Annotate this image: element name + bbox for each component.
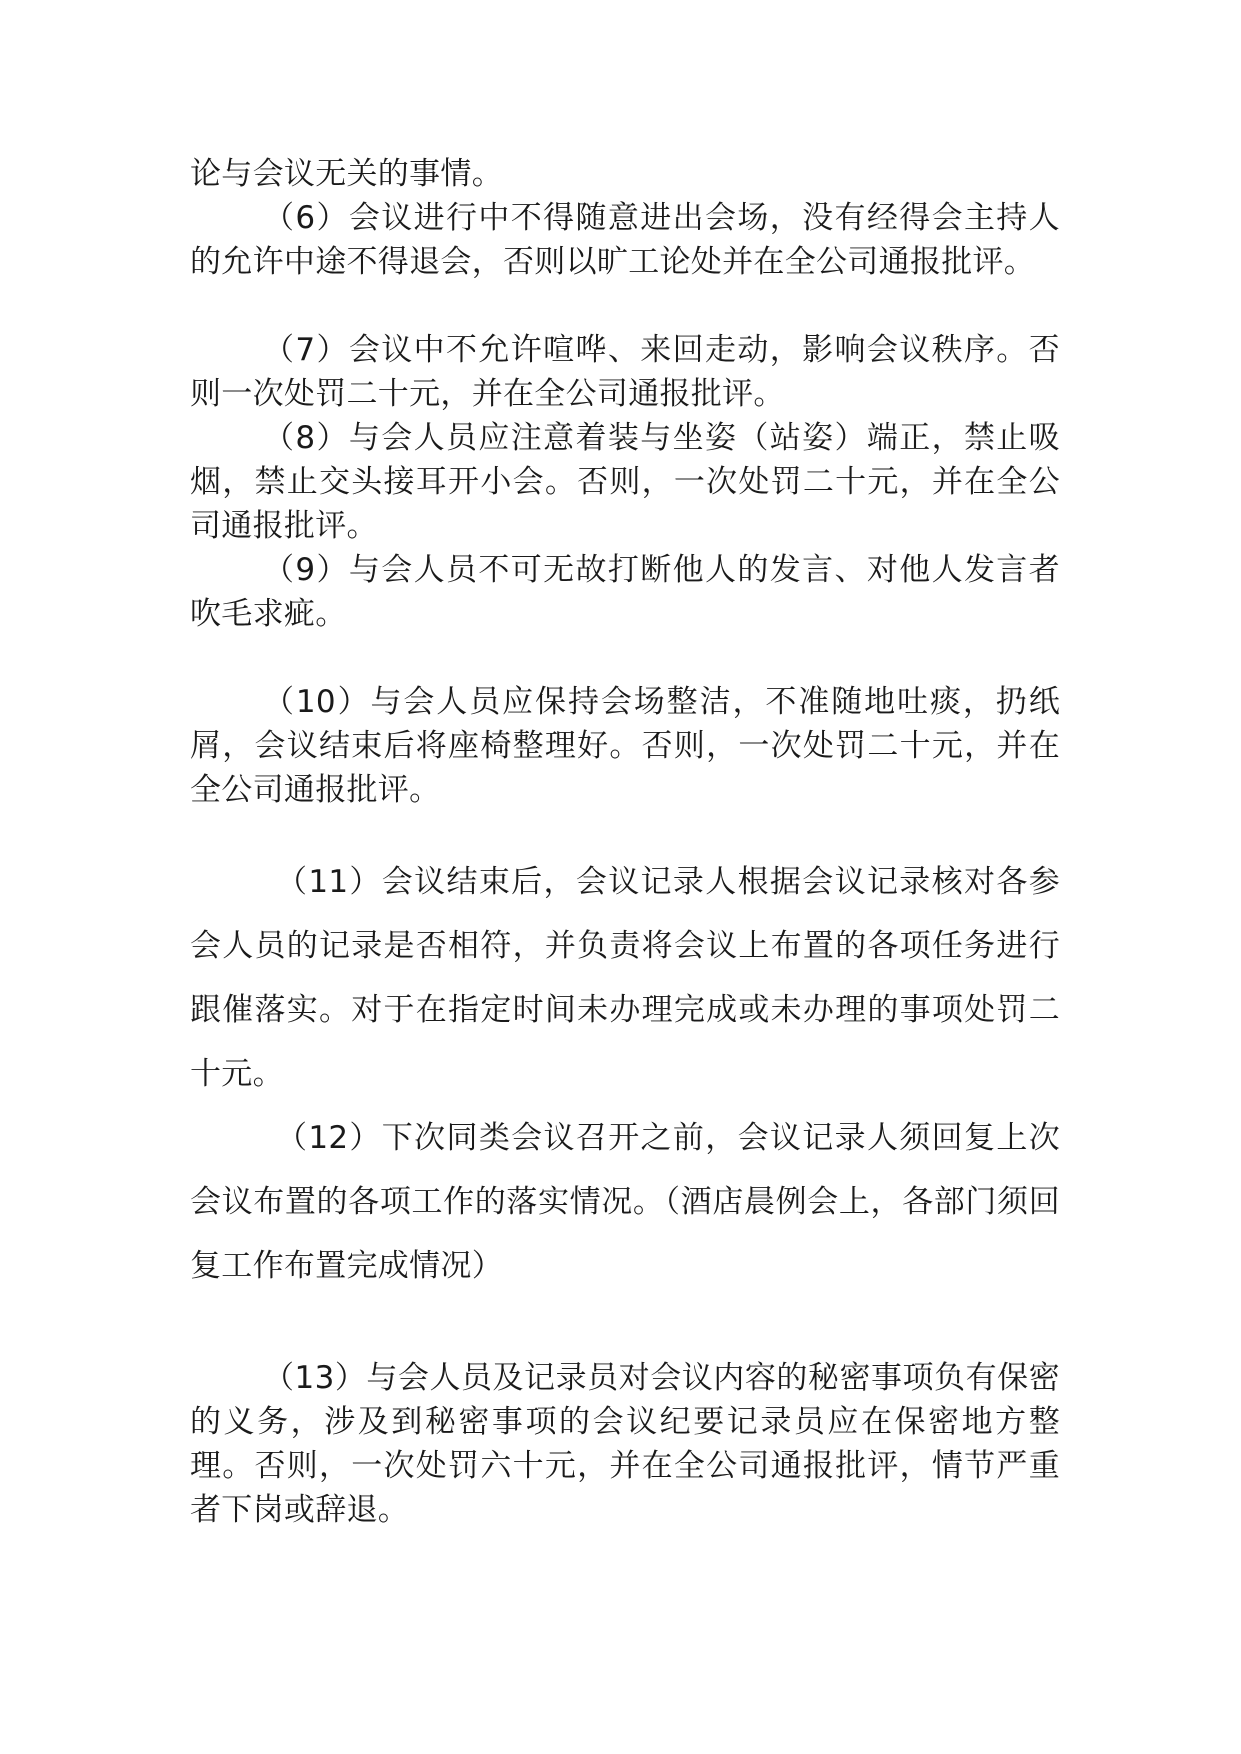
paragraph-item-8: （8）与会人员应注意着装与坐姿（站姿）端正，禁止吸烟，禁止交头接耳开小会。否则，一次处罚二十元，并在全公司通报批评。 [190, 420, 1060, 544]
paragraph-item-12: （12）下次同类会议召开之前，会议记录人须回复上次会议布置的各项工作的落实情况。（酒店晨例会上，各部门须回复工作布置完成情况） [190, 1120, 1060, 1284]
paragraph-item-9: （9）与会人员不可无故打断他人的发言、对他人发言者吹毛求疵。 [190, 552, 1060, 632]
paragraph-continuation: 论与会议无关的事情。 [190, 156, 503, 192]
paragraph-item-10: （10）与会人员应保持会场整洁，不准随地吐痰，扔纸屑，会议结束后将座椅整理好。否则，一次处罚二十元，并在全公司通报批评。 [190, 684, 1060, 808]
paragraph-item-7: （7）会议中不允许喧哗、来回走动，影响会议秩序。否则一次处罚二十元，并在全公司通报批评。 [190, 332, 1060, 412]
paragraph-item-6: （6）会议进行中不得随意进出会场，没有经得会主持人的允许中途不得退会，否则以旷工论处并在全公司通报批评。 [190, 200, 1060, 280]
paragraph-item-13: （13）与会人员及记录员对会议内容的秘密事项负有保密的义务，涉及到秘密事项的会议纪要记录员应在保密地方整理。否则，一次处罚六十元，并在全公司通报批评，情节严重者下岗或辞退。 [190, 1360, 1060, 1528]
paragraph-item-11: （11）会议结束后，会议记录人根据会议记录核对各参会人员的记录是否相符，并负责将会议上布置的各项任务进行跟催落实。对于在指定时间未办理完成或未办理的事项处罚二十元。 [190, 864, 1060, 1092]
